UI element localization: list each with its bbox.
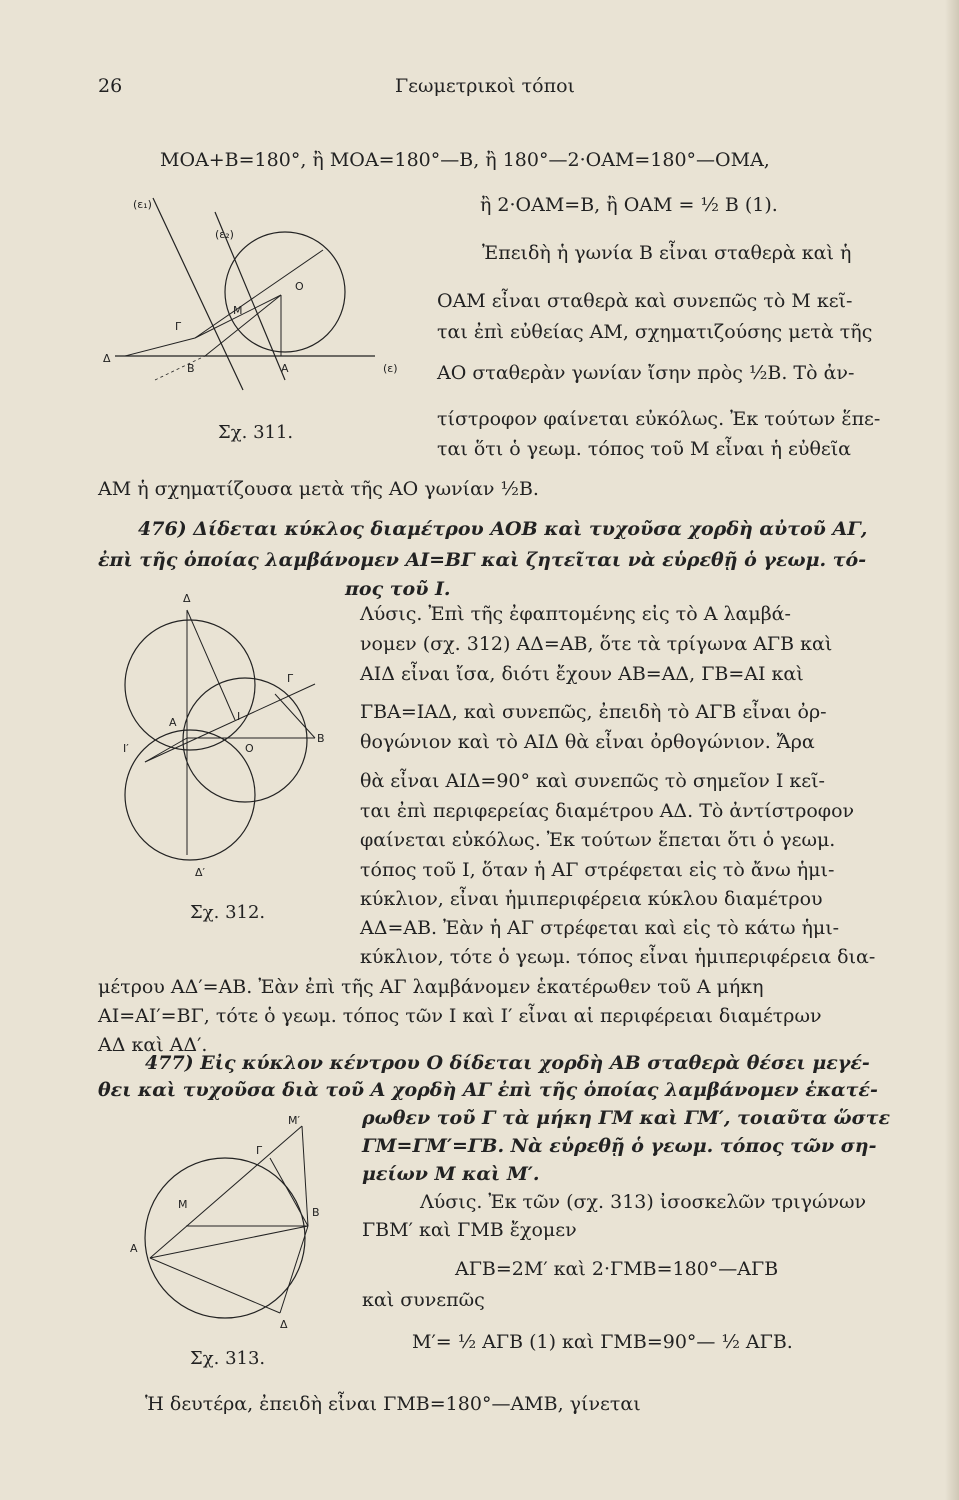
- fig311-label: (ε): [383, 362, 398, 375]
- text-line: κύκλιον, εἶναι ἡμιπεριφέρεια κύκλου διαμέτρου: [360, 888, 823, 910]
- text-line: ΜΟΑ+Β=180°, ἢ ΜΟΑ=180°—Β, ἢ 180°—2·ΟΑΜ=180°—ΟΜΑ,: [160, 149, 770, 171]
- fig312-label: Γ: [287, 672, 294, 685]
- text-line: Ἐπειδὴ ἡ γωνία Β εἶναι σταθερὰ καὶ ἡ: [482, 242, 852, 264]
- text-line: θογώνιον καὶ τὸ ΑΙΔ θὰ εἶναι ὀρθογώνιον. Ἄρα: [360, 731, 815, 753]
- text-line: κύκλιον, τότε ὁ γεωμ. τόπος εἶναι ἡμιπεριφέρεια δια-: [360, 946, 876, 968]
- page-number: 26: [98, 75, 123, 97]
- text-line: ἢ 2·ΟΑΜ=Β, ἢ ΟΑΜ = ½ Β (1).: [480, 194, 778, 216]
- page-edge-shadow: [945, 0, 959, 1500]
- text-line: μέτρου ΑΔ′=ΑΒ. Ἐὰν ἐπὶ τῆς ΑΓ λαμβάνομεν ἑκατέρωθεν τοῦ Α μήκη: [98, 976, 764, 998]
- figure-311-diagram: [95, 190, 425, 415]
- figure-313-caption: Σχ. 313.: [190, 1348, 266, 1369]
- running-title: Γεωμετρικοὶ τόποι: [395, 75, 575, 97]
- text-line: θὰ εἶναι ΑΙΔ=90° καὶ συνεπῶς τὸ σημεῖον Ι κεῖ-: [360, 770, 825, 792]
- text-line: τίστροφον φαίνεται εὐκόλως. Ἐκ τούτων ἕπε-: [437, 408, 881, 430]
- text-line: φαίνεται εὐκόλως. Ἐκ τούτων ἕπεται ὅτι ὁ γεωμ.: [360, 829, 836, 851]
- text-line: ΓΒΜ′ καὶ ΓΜΒ ἔχομεν: [362, 1219, 577, 1241]
- text-line: ΑΔ=ΑΒ. Ἐὰν ἡ ΑΓ στρέφεται καὶ εἰς τὸ κάτω ἡμι-: [360, 917, 840, 939]
- text-line: ται ἐπὶ περιφερείας διαμέτρου ΑΔ. Τὸ ἀντίστροφον: [360, 800, 855, 822]
- text-line: ΑΙ=ΑΙ′=ΒΓ, τότε ὁ γεωμ. τόπος τῶν Ι καὶ Ι′ εἶναι αἱ περιφέρειαι διαμέτρων: [98, 1005, 822, 1027]
- fig311-label: Γ: [175, 320, 182, 333]
- text-line: ΑΓΒ=2Μ′ καὶ 2·ΓΜΒ=180°—ΑΓΒ: [455, 1258, 779, 1280]
- fig313-label: Γ: [256, 1144, 263, 1157]
- text-line: ΓΒΑ=ΙΑΔ, καὶ συνεπῶς, ἐπειδὴ τὸ ΑΓΒ εἶναι ὀρ-: [360, 701, 827, 723]
- text-line: Λύσις. Ἐπὶ τῆς ἐφαπτομένης εἰς τὸ Α λαμβά-: [360, 603, 791, 625]
- problem-476-line: πος τοῦ Ι.: [345, 578, 451, 600]
- fig313-label: Μ′: [288, 1114, 300, 1127]
- figure-311-caption: Σχ. 311.: [218, 422, 294, 443]
- text-line: ΑΜ ἡ σχηματίζουσα μετὰ τῆς ΑΟ γωνίαν ½Β.: [98, 478, 539, 500]
- figure-313-diagram: [120, 1108, 340, 1338]
- text-line: ται ἐπὶ εὐθείας ΑΜ, σχηματιζούσης μετὰ τῆς: [437, 321, 873, 343]
- text-line: ΑΟ σταθερὰν γωνίαν ἴσην πρὸς ½Β. Τὸ ἀν-: [437, 362, 855, 384]
- fig311-label: (ε₂): [215, 228, 234, 241]
- problem-477-line: ΓΜ=ΓΜ′=ΓΒ. Νὰ εὑρεθῇ ὁ γεωμ. τόπος τῶν ση-: [362, 1135, 877, 1157]
- text-line: Λύσις. Ἐκ τῶν (σχ. 313) ἰσοσκελῶν τριγώνων: [420, 1191, 867, 1213]
- fig312-label: Δ: [183, 592, 191, 605]
- fig313-label: Α: [130, 1242, 138, 1255]
- problem-477-line: θει καὶ τυχοῦσα διὰ τοῦ Α χορδὴ ΑΓ ἐπὶ τῆς ὁποίας λαμβάνομεν ἑκατέ-: [98, 1079, 878, 1101]
- fig311-label: Μ: [233, 304, 243, 317]
- fig312-label: Α: [169, 716, 177, 729]
- figure-312-caption: Σχ. 312.: [190, 902, 266, 923]
- text-line: ΑΔ καὶ ΑΔ′.: [98, 1034, 208, 1056]
- text-line: ται ὅτι ὁ γεωμ. τόπος τοῦ Μ εἶναι ἡ εὐθεῖα: [437, 438, 852, 460]
- fig313-label: Μ: [178, 1198, 188, 1211]
- fig312-label: Ι′: [123, 742, 129, 755]
- figure-312-diagram: [115, 590, 345, 890]
- text-line: τόπος τοῦ Ι, ὅταν ἡ ΑΓ στρέφεται εἰς τὸ ἄνω ἡμι-: [360, 859, 835, 881]
- text-line: ΟΑΜ εἶναι σταθερὰ καὶ συνεπῶς τὸ Μ κεῖ-: [437, 290, 853, 312]
- fig313-label: Δ: [280, 1318, 288, 1331]
- text-line: Ἡ δευτέρα, ἐπειδὴ εἶναι ΓΜΒ=180°—ΑΜΒ, γίνεται: [145, 1393, 641, 1415]
- text-line: Μ′= ½ ΑΓΒ (1) καὶ ΓΜΒ=90°— ½ ΑΓΒ.: [412, 1331, 793, 1353]
- fig311-label: Ο: [295, 280, 304, 293]
- fig312-label: Β: [317, 732, 325, 745]
- fig311-label: (ε₁): [133, 198, 152, 211]
- problem-477-line: ρωθεν τοῦ Γ τὰ μήκη ΓΜ καὶ ΓΜ′, τοιαῦτα ὥστε: [362, 1107, 890, 1129]
- fig313-label: Β: [312, 1206, 320, 1219]
- fig312-label: Ι: [237, 710, 241, 723]
- fig312-label: Ο: [245, 742, 254, 755]
- text-line: ΑΙΔ εἶναι ἴσα, διότι ἔχουν ΑΒ=ΑΔ, ΓΒ=ΑΙ καὶ: [360, 663, 804, 685]
- fig311-label: Δ: [103, 352, 111, 365]
- problem-477-line: 477) Εἰς κύκλον κέντρου Ο δίδεται χορδὴ ΑΒ σταθερὰ θέσει μεγέ-: [145, 1052, 870, 1074]
- text-line: καὶ συνεπῶς: [362, 1289, 485, 1311]
- fig311-label: Α: [281, 362, 289, 375]
- problem-476-line: ἐπὶ τῆς ὁποίας λαμβάνομεν ΑΙ=ΒΓ καὶ ζητεῖται νὰ εὑρεθῇ ὁ γεωμ. τό-: [98, 549, 867, 571]
- fig312-label: Δ′: [195, 866, 206, 879]
- problem-477-line: μείων Μ καὶ Μ′.: [362, 1163, 540, 1185]
- problem-476-line: 476) Δίδεται κύκλος διαμέτρου ΑΟΒ καὶ τυχοῦσα χορδὴ αὐτοῦ ΑΓ,: [138, 518, 868, 540]
- text-line: νομεν (σχ. 312) ΑΔ=ΑΒ, ὅτε τὰ τρίγωνα ΑΓΒ καὶ: [360, 633, 833, 655]
- fig311-label: Β: [187, 362, 195, 375]
